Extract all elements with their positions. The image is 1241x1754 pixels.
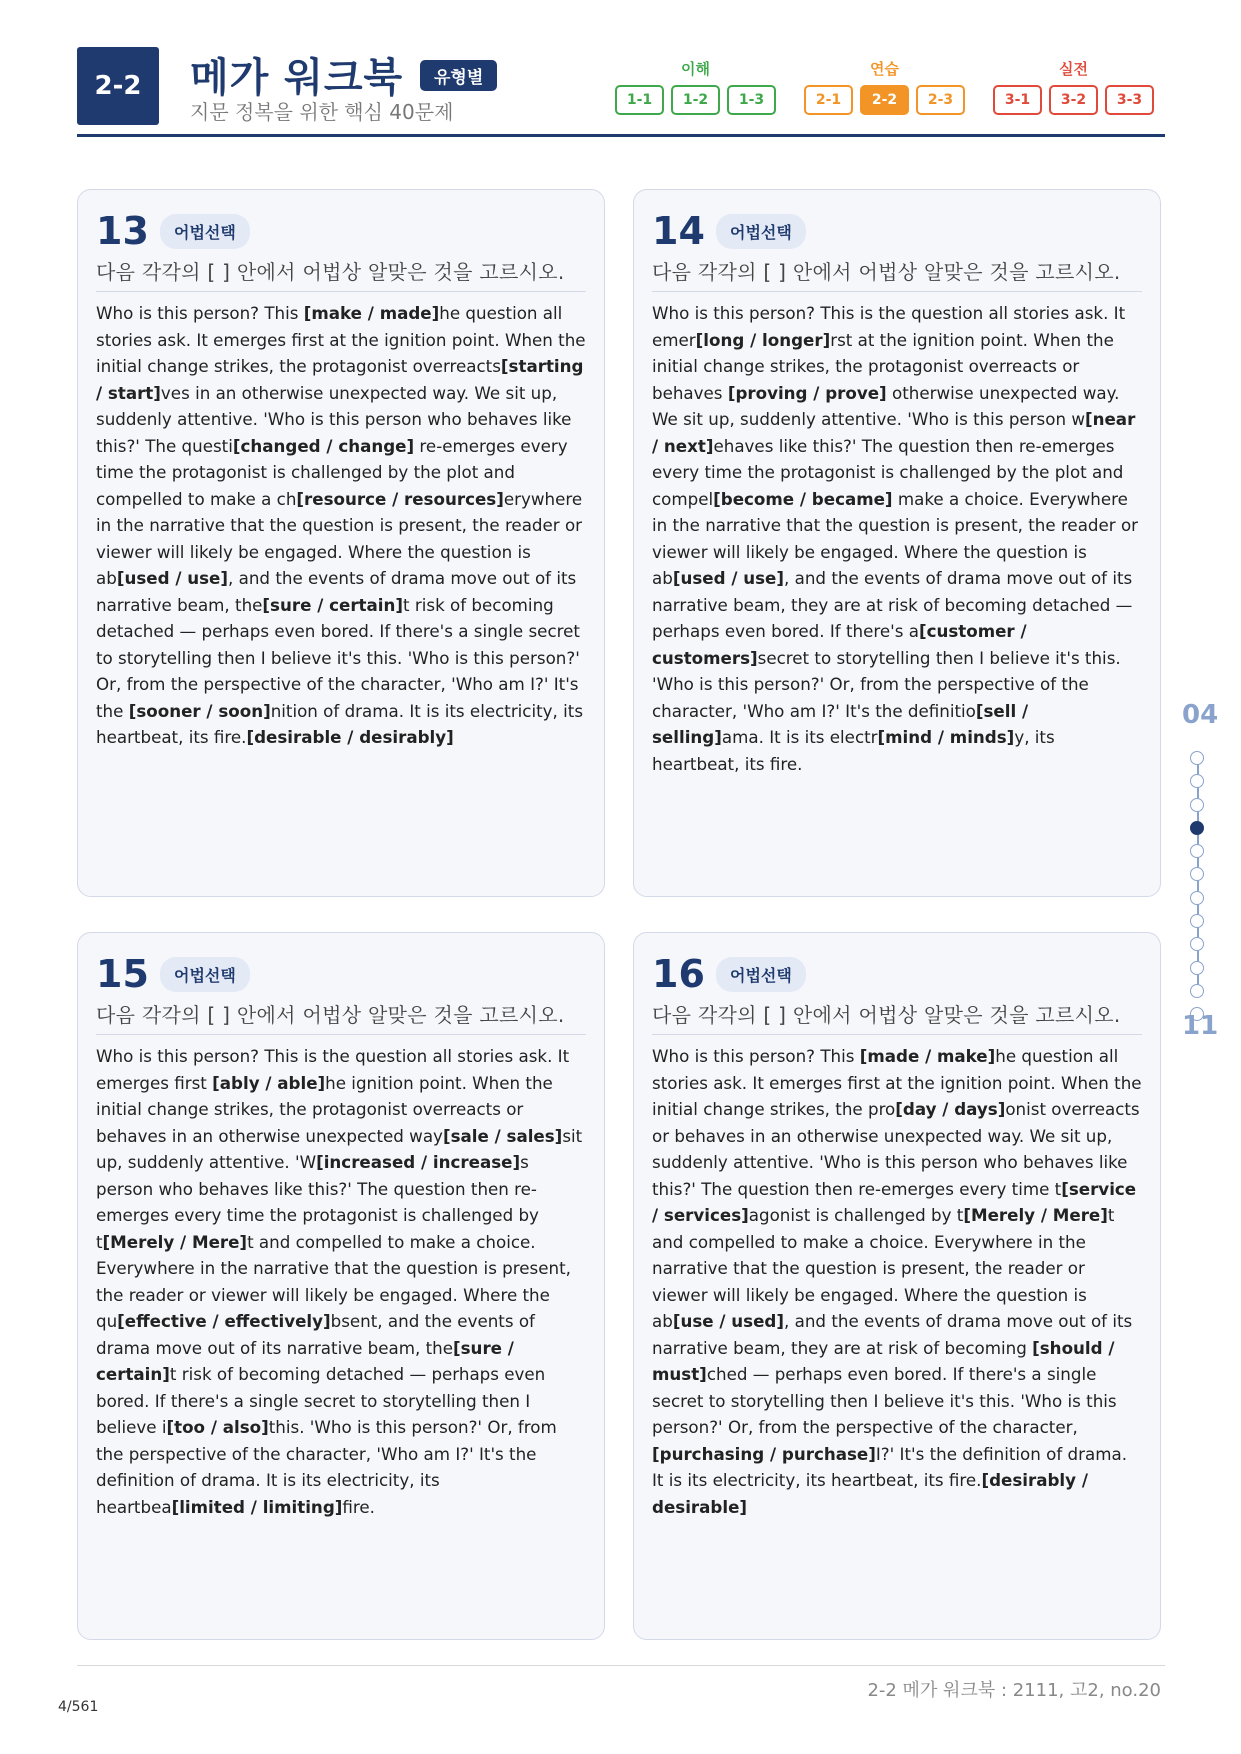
nav-group-label: 실전 <box>1059 60 1088 78</box>
nav-group-real <box>993 58 1154 115</box>
question-passage: Who is this person? This [made / make]he question all stories ask. It emerges first at the ignition point. When the initial change strikes, the pro[day / days]onist overreacts or behaves in an otherwise unexpected way. We sit up, suddenly attentive. 'Who is this person who behaves like this?' The question then re-emerges every time t[service / services]agonist is challenged by t[Merely / Mere]t and compelled to make a choice. Everywhere in the narrative that the question is present, the reader or viewer will likely be engaged. Where the question is ab[use / used], and the events of drama move out of its narrative beam, they are at risk of becoming [should / must]ched — perhaps even bored. If there's a single secret to storytelling then I believe it's this. 'Who is this person?' Or, from the perspective of the character, [purchasing / purchase]I?' It's the definition of drama. It is its electricity, its heartbeat, its fire.[desirably / desirable] <box>652 1046 1142 1517</box>
question-card <box>77 189 605 897</box>
section-code-badge: 2-2 <box>77 47 159 125</box>
progress-dot <box>1190 937 1204 951</box>
progress-dot <box>1190 961 1204 975</box>
side-progress-dots <box>1190 751 1210 1031</box>
question-number: 16 <box>652 952 705 996</box>
nav-group-practice <box>804 58 965 115</box>
question-passage: Who is this person? This is the question all stories ask. It emerges first [ably / able]he ignition point. When the initial change strikes, the protagonist overreacts or behaves in an otherwise unexpected way[sale / sales]sit up, suddenly attentive. 'W[increased / increase]s person who behaves like this?' The question then re-emerges every time the protagonist is challenged by t[Merely / Mere]t and compelled to make a choice. Everywhere in the narrative that the question is present, the reader or viewer will likely be engaged. Where the qu[effective / effectively]bsent, and the events of drama move out of its narrative beam, the[sure / certain]t risk of becoming detached — perhaps even bored. If there's a single secret to storytelling then I believe i[too / also]this. 'Who is this person?' Or, from the perspective of the character, 'Who am I?' It's the definition of drama. It is its electricity, its heartbea[limited / limiting]fire. <box>96 1046 583 1517</box>
question-type-tag: 어법선택 <box>160 214 250 249</box>
question-passage: Who is this person? This [make / made]he question all stories ask. It emerges first at the ignition point. When the initial change strikes, the protagonist overreacts[starting / start]ves in an otherwise unexpected way. We sit up, suddenly attentive. 'Who is this person who behaves like this?' The questi[changed / change] re-emerges every time the protagonist is challenged by the plot and compelled to make a ch[resource / resources]erywhere in the narrative that the question is present, the reader or viewer will likely be engaged. Where the question is ab[used / use], and the events of drama move out of its narrative beam, the[sure / certain]t risk of becoming detached — perhaps even bored. If there's a single secret to storytelling then I believe it's this. 'Who is this person?' Or, from the perspective of the character, 'Who am I?' It's the [sooner / soon]nition of drama. It is its electricity, its heartbeat, its fire.[desirable / desirably] <box>96 303 586 747</box>
question-passage: Who is this person? This is the question all stories ask. It emer[long / longer]rst at the ignition point. When the initial change strikes, the protagonist overreacts or behaves [proving / prove] otherwise unexpected way. We sit up, suddenly attentive. 'Who is this person w[near / next]ehaves like this?' The question then re-emerges every time the protagonist is challenged by the plot and compel[become / became] make a choice. Everywhere in the narrative that the question is present, the reader or viewer will likely be engaged. Where the question is ab[used / use], and the events of drama move out of its narrative beam, they are at risk of becoming detached — perhaps even bored. If there's a[customer / customers]secret to storytelling then I believe it's this. 'Who is this person?' Or, from the perspective of the character, 'Who am I?' It's the definitio[sell / selling]ama. It is its electr[mind / minds]y, its heartbeat, its fire. <box>652 303 1139 774</box>
nav-button-1-3[interactable]: 1-3 <box>727 85 776 115</box>
question-type-tag: 어법선택 <box>160 957 250 992</box>
progress-dot <box>1190 774 1204 788</box>
nav-group-understanding <box>615 58 776 115</box>
question-instruction: 다음 각각의 [ ] 안에서 어법상 알맞은 것을 고르시오. <box>652 256 1142 292</box>
page-number: 4/561 <box>58 1699 99 1715</box>
footer-source: 2-2 메가 워크북 : 2111, 고2, no.20 <box>867 1680 1161 1701</box>
workbook-title: 메가 워크북 <box>190 55 404 101</box>
nav-button-3-2[interactable]: 3-2 <box>1049 85 1098 115</box>
header-divider <box>77 134 1165 137</box>
progress-dot <box>1190 914 1204 928</box>
nav-button-2-2[interactable]: 2-2 <box>860 85 909 115</box>
type-tag: 유형별 <box>420 60 497 91</box>
question-number: 13 <box>96 209 149 253</box>
progress-dot <box>1190 984 1204 998</box>
nav-button-2-3[interactable]: 2-3 <box>916 85 965 115</box>
question-number: 15 <box>96 952 149 996</box>
question-number: 14 <box>652 209 705 253</box>
question-instruction: 다음 각각의 [ ] 안에서 어법상 알맞은 것을 고르시오. <box>96 999 586 1035</box>
nav-button-1-1[interactable]: 1-1 <box>615 85 664 115</box>
progress-dot <box>1190 867 1204 881</box>
progress-dot <box>1190 751 1204 765</box>
nav-group-label: 이해 <box>681 60 710 78</box>
question-instruction: 다음 각각의 [ ] 안에서 어법상 알맞은 것을 고르시오. <box>96 256 586 292</box>
progress-dot <box>1190 844 1204 858</box>
nav-button-3-1[interactable]: 3-1 <box>993 85 1042 115</box>
question-instruction: 다음 각각의 [ ] 안에서 어법상 알맞은 것을 고르시오. <box>652 999 1142 1035</box>
footer-divider <box>77 1665 1165 1666</box>
question-type-tag: 어법선택 <box>716 957 806 992</box>
progress-dot <box>1190 798 1204 812</box>
nav-button-2-1[interactable]: 2-1 <box>804 85 853 115</box>
question-card <box>77 932 605 1640</box>
side-range-start: 04 <box>1182 700 1219 730</box>
progress-dot-active <box>1190 821 1204 835</box>
nav-button-3-3[interactable]: 3-3 <box>1105 85 1154 115</box>
nav-button-1-2[interactable]: 1-2 <box>671 85 720 115</box>
progress-dot <box>1190 891 1204 905</box>
question-type-tag: 어법선택 <box>716 214 806 249</box>
nav-group-label: 연습 <box>870 60 899 78</box>
workbook-subtitle: 지문 정복을 위한 핵심 40문제 <box>190 100 454 124</box>
side-range-end: 11 <box>1182 1011 1219 1041</box>
question-card <box>633 189 1161 897</box>
question-card <box>633 932 1161 1640</box>
